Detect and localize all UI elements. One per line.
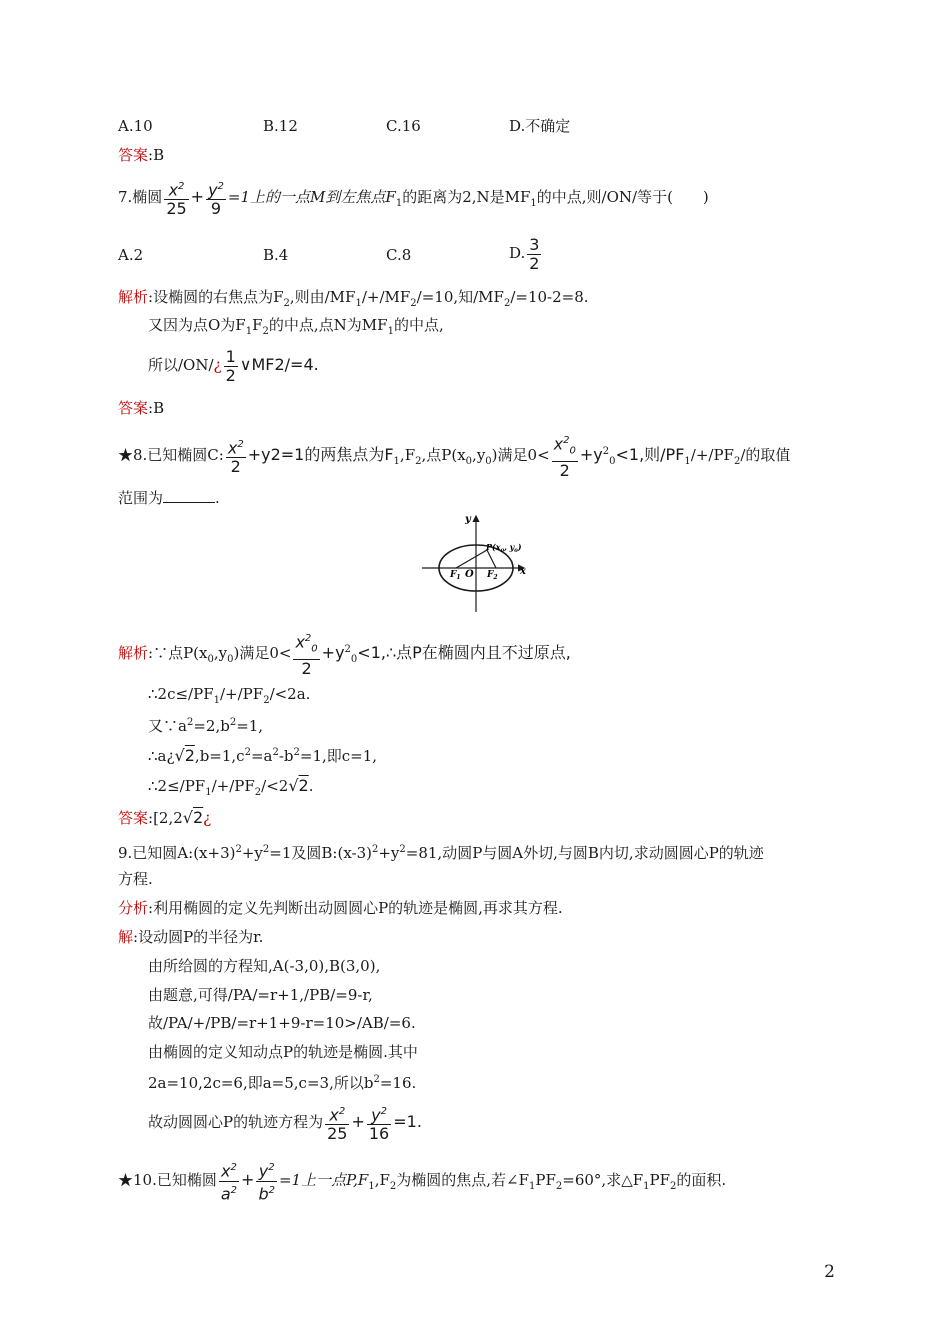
- q8-analysis-line4: $\therefore a¿√2,b=1,c^2=a^2-b^2=1$,即c=1,: [148, 746, 378, 765]
- q8-answer: 答案:[2,2√2¿: [118, 808, 212, 827]
- q9-question-line1: 9.已知圆$A:(x+3)^2+y^2=1$及圆$B:(x-3)^2+y^2=81$,动圆P与圆A外切,与圆B内切,求动圆圆心P的轨迹: [118, 844, 764, 862]
- q7-option-b: B.4: [263, 246, 289, 264]
- q9-step1: 由所给圆的方程知,A(-3,0),B(3,0),: [148, 957, 381, 975]
- q8-analysis-line5: $\therefore 2\le/PF_1/+/PF_2/<2√2$.: [148, 776, 314, 798]
- q8-analysis-line2: $\therefore 2c\le/PF_1/+/PF_2/<2a$.: [148, 685, 311, 706]
- q8-question-line2: 范围为 .: [118, 489, 220, 507]
- y-axis-label: y: [465, 514, 471, 525]
- q9-step2: 由题意,可得/PA/=r+1,/PB/=9-r,: [148, 986, 373, 1004]
- page-number: 2: [824, 1262, 835, 1282]
- q9-solution: 解:设动圆P的半径为r.: [118, 928, 264, 946]
- q6-option-d: D.不确定: [509, 117, 571, 135]
- x-axis-label: x: [520, 566, 526, 577]
- q9-question-line2: 方程.: [118, 870, 153, 888]
- q9-step4: 由椭圆的定义知动点P的轨迹是椭圆.其中: [148, 1043, 418, 1061]
- q9-step5: 2a=10,2c=6,即a=5,c=3,所以$b^2=16$.: [148, 1074, 417, 1092]
- q8-analysis-line1: 解析:∵点$P(x_0,y_0)$满足0< $\frac{x^2_0}{2}$ $+y^2_0<1,\therefore$点P在椭圆内且不过原点,: [118, 628, 571, 682]
- q7-analysis-line1: 解析:设椭圆的右焦点为$F_2$,则由$/MF_1/+/MF_2/=10$,知$/MF_2/=10-2=8$.: [118, 288, 589, 309]
- q7-answer: 答案:B: [118, 399, 165, 417]
- q7-option-a: A.2: [118, 246, 144, 264]
- origin-label: O: [465, 569, 474, 580]
- q7-analysis-line2: 又因为点O为$F_1F_2$的中点,点N为$MF_1$的中点,: [148, 316, 444, 337]
- q7-question: 7.椭圆 $\frac{x^2}{25}$ + $\frac{y^2}{9}$ =1上的一点M到左焦点$F_1$的距离为2,N是$MF_1$的中点,则/ON/等于( ): [118, 176, 709, 225]
- q8-analysis-line3: 又$\because a^2=2,b^2=1$,: [148, 717, 264, 735]
- q6-option-b: B.12: [263, 117, 298, 135]
- segment-pf1: [456, 550, 487, 568]
- answer-blank: [163, 502, 215, 503]
- q7-option-d: D. $\frac{3}{2}$: [509, 234, 540, 273]
- q9-analysis: 分析:利用椭圆的定义先判断出动圆圆心P的轨迹是椭圆,再求其方程.: [118, 899, 563, 917]
- q9-step6: 故动圆圆心P的轨迹方程为 $\frac{x^2}{25}$ + $\frac{y^2}{16}$ =1.: [148, 1100, 422, 1144]
- q10-question: ★10.已知椭圆 $\frac{x^2}{a^2}$ + $\frac{y^2}{b^2}$ =1上一点$P,F_1,F_2$为椭圆的焦点,若$\angle F_1PF_2=60^\circ$,求$\triangle F_1PF_2$的面积.: [118, 1158, 726, 1209]
- f1-label: $F_1$: [450, 570, 461, 581]
- q6-option-c: C.16: [386, 117, 421, 135]
- point-p-label: $P(x_0$, $y_0$): [486, 542, 522, 554]
- f2-label: $F_2$: [487, 570, 498, 581]
- q8-question-line1: ★8.已知椭圆C: $\frac{x^2}{2}$ +y2=1的两焦点为$F_1,F_2$,点$P(x_0,y_0)$满足0< $\frac{x^2_0}{2}$ $+y^2_0<1$,则$/PF_1/+/PF_2/$的取值: [118, 430, 790, 484]
- ellipse-figure: [420, 510, 540, 614]
- q6-option-a: A.10: [118, 117, 153, 135]
- q9-step3: 故/PA/+/PB/=r+1+9-r=10>/AB/=6.: [148, 1014, 416, 1032]
- segment-pf2: [487, 550, 496, 568]
- q7-option-c: C.8: [386, 246, 412, 264]
- q7-analysis-line3: 所以/ON/¿ $\frac{1}{2}$ ∨MF2/=4.: [148, 346, 319, 385]
- q6-answer: 答案:B: [118, 146, 165, 164]
